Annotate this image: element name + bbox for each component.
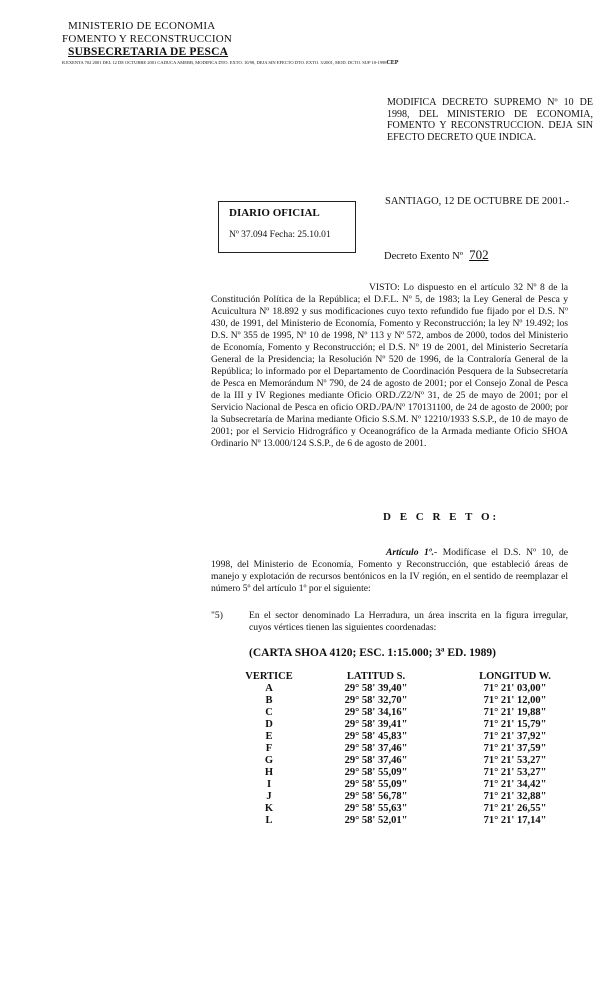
vertex-cell: I xyxy=(266,779,272,790)
latitude-cell: 29° 58' 55,09" xyxy=(344,779,408,790)
table-row xyxy=(233,719,583,731)
vertex-cell: J xyxy=(266,791,272,802)
table-row xyxy=(233,779,583,791)
latitude-cell: 29° 58' 39,40" xyxy=(344,683,408,694)
longitude-cell: 71° 21' 34,42" xyxy=(483,779,547,790)
latitude-cell: 29° 58' 32,70" xyxy=(344,695,408,706)
longitude-cell: 71° 21' 37,92" xyxy=(483,731,547,742)
longitude-cell: 71° 21' 12,00" xyxy=(483,695,547,706)
table-row xyxy=(233,767,583,779)
visto-paragraph: VISTO: Lo dispuesto en el artículo 32 Nº 8 de la Constitución Política de la República; el D.F.L. Nº 5, de 1983; la Ley General de Pesca y Acuicultura Nº 18.892 y sus modificaciones cuyo texto refundido fue fijado por el D.S. Nº 430, de 1991, del Ministerio de Economía, Fomento y Reconstrucción; la ley Nº 19.492; los D.S. Nº 355 de 1995, Nº 10 de 1998, Nº 113 y Nº 572, ambos de 2000, todos del Ministerio de Economía, Fomento y Reconstrucción; el D.S. Nº 19 de 2001, del Ministerio Secretaría General de la Presidencia; la Resolución Nº 520 de 1996, de la Contraloría General de la República; lo informado por el Departamento de Coordinación Pesquera de la Subsecretaría de Pesca en Memorándum Nº 790, de 24 de agosto de 2001; por el Consejo Zonal de Pesca de la III y IV Regiones mediante Oficio ORD./Z2/Nº 31, de 25 de mayo de 2001; por el Servicio Nacional de Pesca en oficio ORD./PA/Nº 170131100, de 24 de agosto de 2000; por la Subsecretaría de Marina mediante Oficio S.S.M. Nº 12210/1933 S.S.P., de 10 de mayo de 2001; por el Servicio Hidrográfico y Oceanográfico de la Armada mediante Oficio SHOA Ordinario Nº 13.000/124 S.S.P., de 6 de agosto de 2001. xyxy=(211,282,568,449)
diario-oficial-title: DIARIO OFICIAL xyxy=(229,207,320,219)
longitude-cell: 71° 21' 15,79" xyxy=(483,719,547,730)
decreto-exento-label: Decreto Exento Nº xyxy=(384,251,464,262)
table-row xyxy=(233,707,583,719)
table-row xyxy=(233,683,583,695)
decree-summary: MODIFICA DECRETO SUPREMO Nº 10 DE 1998, DEL MINISTERIO DE ECONOMIA, FOMENTO Y RECONSTRUCCION. DEJA SIN EFECTO DECRETO QUE INDICA. xyxy=(387,97,593,143)
vertex-cell: G xyxy=(264,755,274,766)
table-row xyxy=(233,815,583,827)
vertex-cell: A xyxy=(265,683,273,694)
table-row xyxy=(233,755,583,767)
longitude-cell: 71° 21' 53,27" xyxy=(483,767,547,778)
reference-text: R.EXENTA 702 2001 DEL 12 DE OCTUBRE 2001 CADUCA AMERB, MODIFICA DTO. EXTO. 10/98, DEJA SIN EFECTO DTO. EXTO. 3/2001, MOD. DCTO. SUP 10-1998 xyxy=(62,60,387,65)
longitude-cell: 71° 21' 53,27" xyxy=(483,755,547,766)
decreto-heading: D E C R E T O: xyxy=(383,511,500,523)
vertex-cell: B xyxy=(265,695,273,706)
longitude-cell: 71° 21' 03,00" xyxy=(483,683,547,694)
table-row xyxy=(233,731,583,743)
articulo-1-label: Artículo 1º.- xyxy=(386,547,438,558)
ministry-subname: FOMENTO Y RECONSTRUCCION xyxy=(62,33,233,45)
ministry-name: MINISTERIO DE ECONOMIA xyxy=(68,20,216,32)
longitude-cell: 71° 21' 37,59" xyxy=(483,743,547,754)
header-vertice: VERTICE xyxy=(245,670,293,682)
vertex-cell: E xyxy=(265,731,273,742)
latitude-cell: 29° 58' 55,09" xyxy=(344,767,408,778)
latitude-cell: 29° 58' 56,78" xyxy=(344,791,408,802)
decreto-exento-line xyxy=(384,247,489,263)
longitude-cell: 71° 21' 17,14" xyxy=(483,815,547,826)
date-line: SANTIAGO, 12 DE OCTUBRE DE 2001.- xyxy=(385,196,570,207)
table-header-row xyxy=(233,669,583,683)
vertex-cell: C xyxy=(265,707,273,718)
articulo-1-text: Modifícase el D.S. Nº 10, de 1998, del Ministerio de Economía, Fomento y Reconstrucción, que estableció áreas de manejo y explotación de recursos bentónicos en la IV región, en el sentido de reemplazar el número 5º del artículo 1º por el siguiente: xyxy=(211,547,568,594)
latitude-cell: 29° 58' 55,63" xyxy=(344,803,408,814)
table-row xyxy=(233,695,583,707)
item-5-text: En el sector denominado La Herradura, un área inscrita en la figura irregular, cuyos vértices tienen las siguientes coordenadas: xyxy=(249,610,568,633)
latitude-cell: 29° 58' 52,01" xyxy=(344,815,408,826)
coordinates-table xyxy=(233,669,583,827)
latitude-cell: 29° 58' 34,16" xyxy=(344,707,408,718)
longitude-cell: 71° 21' 32,88" xyxy=(483,791,547,802)
diario-oficial-box xyxy=(218,201,356,253)
vertex-cell: F xyxy=(265,743,273,754)
longitude-cell: 71° 21' 19,88" xyxy=(483,707,547,718)
diario-oficial-number: Nº 37.094 Fecha: 25.10.01 xyxy=(229,230,331,240)
item-5-label: "5) xyxy=(211,610,223,621)
header-latitud: LATITUD S. xyxy=(346,670,406,682)
vertex-cell: K xyxy=(264,803,274,814)
latitude-cell: 29° 58' 45,83" xyxy=(344,731,408,742)
table-row xyxy=(233,743,583,755)
vertex-cell: H xyxy=(264,767,274,778)
table-row xyxy=(233,791,583,803)
table-row xyxy=(233,803,583,815)
vertex-cell: L xyxy=(265,815,273,826)
latitude-cell: 29° 58' 37,46" xyxy=(344,743,408,754)
reference-tail: CEP xyxy=(386,60,399,66)
carta-reference: (CARTA SHOA 4120; ESC. 1:15.000; 3ª ED. 1989) xyxy=(249,647,496,659)
header-longitud: LONGITUD W. xyxy=(479,670,551,682)
decreto-exento-number: 702 xyxy=(469,247,489,262)
document-reference xyxy=(62,60,398,66)
articulo-1-paragraph xyxy=(211,547,568,595)
latitude-cell: 29° 58' 37,46" xyxy=(344,755,408,766)
latitude-cell: 29° 58' 39,41" xyxy=(344,719,408,730)
subsecretaria-name: SUBSECRETARIA DE PESCA xyxy=(68,46,229,58)
vertex-cell: D xyxy=(265,719,273,730)
longitude-cell: 71° 21' 26,55" xyxy=(483,803,547,814)
